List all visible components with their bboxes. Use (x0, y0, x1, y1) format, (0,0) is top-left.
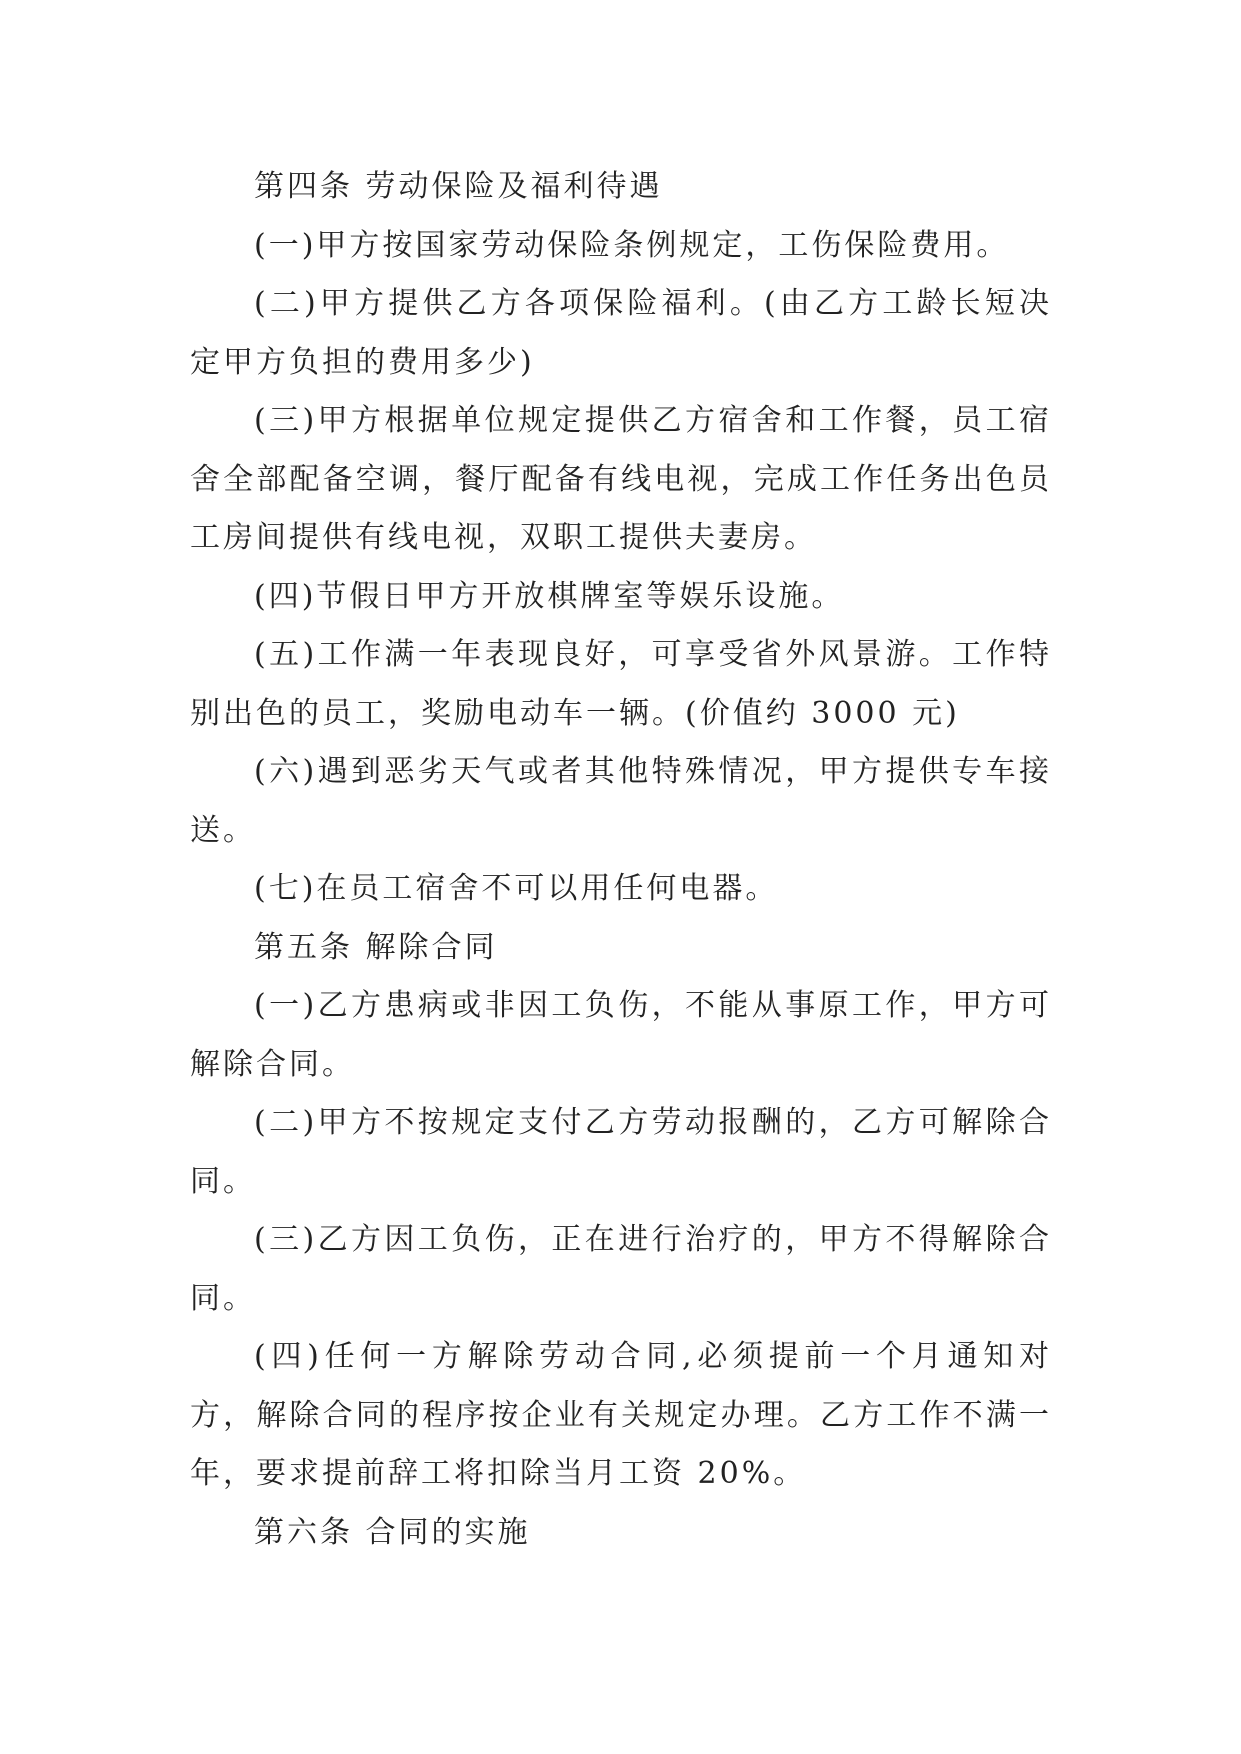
article-4-clause-3: (三)甲方根据单位规定提供乙方宿舍和工作餐，员工宿舍全部配备空调，餐厅配备有线电视，完成工作任务出色员工房间提供有线电视，双职工提供夫妻房。 (190, 403, 1052, 555)
article-5-clause-4: (四)任何一方解除劳动合同,必须提前一个月通知对方，解除合同的程序按企业有关规定办理。乙方工作不满一年，要求提前辞工将扣除当月工资 20%。 (190, 1339, 1052, 1491)
article-5-clause-2: (二)甲方不按规定支付乙方劳动报酬的，乙方可解除合同。 (190, 1105, 1052, 1199)
article-5-heading: 第五条 解除合同 (254, 929, 498, 965)
article-5-clause-1: (一)乙方患病或非因工负伤，不能从事原工作，甲方可解除合同。 (190, 988, 1052, 1082)
article-4-clause-7: (七)在员工宿舍不可以用任何电器。 (254, 871, 779, 906)
article-4-clause-4: (四)节假日甲方开放棋牌室等娱乐设施。 (254, 578, 845, 614)
article-6-heading: 第六条 合同的实施 (254, 1514, 531, 1550)
article-5-clause-3: (三)乙方因工负伤，正在进行治疗的，甲方不得解除合同。 (190, 1222, 1052, 1316)
article-4-clause-5: (五)工作满一年表现良好，可享受省外风景游。工作特别出色的员工，奖励电动车一辆。(价值约 3000 元) (190, 637, 1052, 731)
article-4-clause-2: (二)甲方提供乙方各项保险福利。(由乙方工龄长短决定甲方负担的费用多少) (190, 286, 1052, 380)
article-4-clause-1: (一)甲方按国家劳动保险条例规定，工伤保险费用。 (254, 227, 1010, 263)
document-body (190, 158, 1052, 1562)
article-4-clause-6: (六)遇到恶劣天气或者其他特殊情况，甲方提供专车接送。 (190, 754, 1052, 848)
article-4-heading: 第四条 劳动保险及福利待遇 (254, 169, 663, 204)
